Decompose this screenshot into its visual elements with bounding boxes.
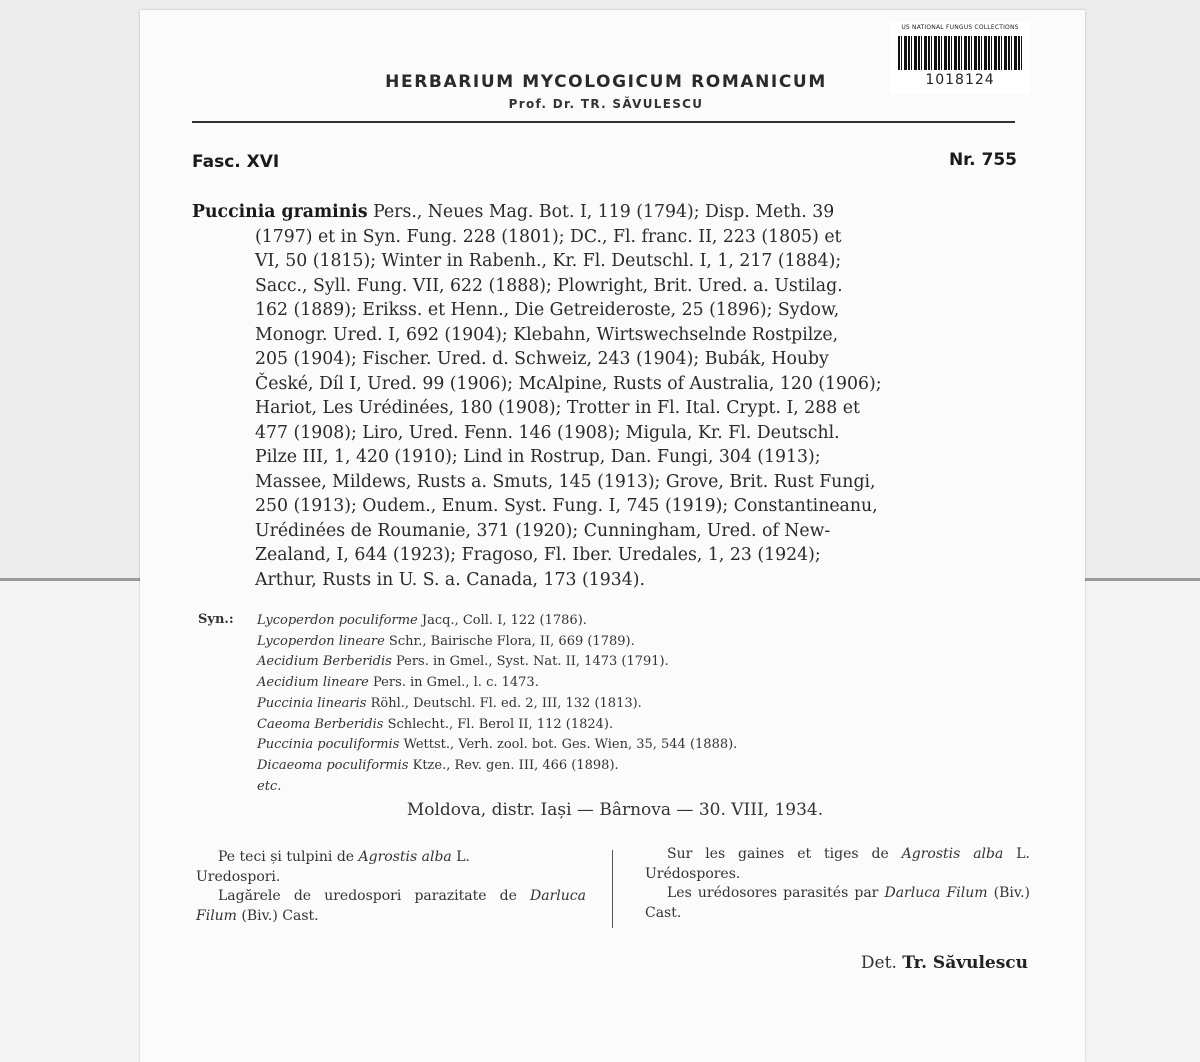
barcode-number: 1018124 bbox=[925, 72, 995, 88]
synonym-etc: etc. bbox=[257, 778, 282, 794]
species-line: Urédinées de Roumanie, 371 (1920); Cunningham, Ured. of New- bbox=[255, 520, 831, 541]
species-name: Puccinia graminis bbox=[192, 202, 368, 222]
species-line: Massee, Mildews, Rusts a. Smuts, 145 (1913); Grove, Brit. Rust Fungi, bbox=[255, 471, 876, 492]
romanian-description bbox=[196, 848, 586, 926]
determiner-name: Tr. Săvulescu bbox=[902, 953, 1028, 973]
species-citation bbox=[192, 200, 1018, 592]
species-line: Hariot, Les Urédinées, 180 (1908); Trotter in Fl. Ital. Crypt. I, 288 et bbox=[255, 398, 860, 418]
romanian-parasite: Lagărele de uredospori parazitate de Darluca Filum (Biv.) Cast. bbox=[196, 888, 586, 924]
french-description bbox=[645, 845, 1030, 923]
barcode-caption: US NATIONAL FUNGUS COLLECTIONS bbox=[901, 24, 1019, 31]
synonym-item: Puccinia poculiformis Wettst., Verh. zool. bot. Ges. Wien, 35, 544 (1888). bbox=[257, 737, 738, 753]
synonym-item: Caeoma Berberidis Schlecht., Fl. Berol II, 112 (1824). bbox=[257, 716, 614, 732]
species-line: (1797) et in Syn. Fung. 228 (1801); DC., Fl. franc. II, 223 (1805) et bbox=[255, 226, 842, 247]
french-host: Sur les gaines et tiges de Agrostis alba L. Urédospores. bbox=[645, 846, 1030, 882]
species-line: Monogr. Ured. I, 692 (1904); Klebahn, Wirtswechselnde Rostpilze, bbox=[255, 324, 839, 345]
synonyms-list bbox=[257, 611, 977, 797]
species-line: VI, 50 (1815); Winter in Rabenh., Kr. Fl. Deutschl. I, 1, 217 (1884); bbox=[255, 251, 842, 271]
herbarium-subtitle: Prof. Dr. TR. SĂVULESCU bbox=[508, 97, 704, 111]
synonym-item: Dicaeoma poculiformis Ktze., Rev. gen. III, 466 (1898). bbox=[257, 757, 619, 773]
synonym-item: Puccinia linearis Röhl., Deutschl. Fl. ed. 2, III, 132 (1813). bbox=[257, 695, 642, 711]
species-line: 250 (1913); Oudem., Enum. Syst. Fung. I, 745 (1919); Constantineanu, bbox=[255, 496, 878, 516]
species-line-0: Puccinia graminis Pers., Neues Mag. Bot. I, 119 (1794); Disp. Meth. 39 bbox=[192, 202, 835, 222]
collection-locality: Moldova, distr. Iași — Bârnova — 30. VIII, 1934. bbox=[406, 800, 824, 820]
species-line: Pilze III, 1, 420 (1910); Lind in Rostrup, Dan. Fungi, 304 (1913); bbox=[255, 447, 821, 467]
species-line: 205 (1904); Fischer. Ured. d. Schweiz, 243 (1904); Bubák, Houby bbox=[255, 349, 829, 369]
species-line: 162 (1889); Erikss. et Henn., Die Getreideroste, 25 (1896); Sydow, bbox=[255, 300, 840, 320]
barcode-bars bbox=[898, 36, 1022, 70]
determiner: Det. Tr. Săvulescu bbox=[860, 953, 1028, 973]
synonyms-label: Syn.: bbox=[198, 612, 234, 627]
fascicle-number: Fasc. XVI bbox=[192, 152, 280, 172]
synonym-item: Lycoperdon poculiforme Jacq., Coll. I, 122 (1786). bbox=[257, 613, 587, 628]
synonym-item: Lycoperdon lineare Schr., Bairische Flora, II, 669 (1789). bbox=[257, 633, 635, 649]
romanian-host: Pe teci și tulpini de Agrostis alba L. bbox=[218, 849, 470, 865]
species-line: Arthur, Rusts in U. S. a. Canada, 173 (1934). bbox=[255, 569, 645, 590]
french-parasite: Les urédosores parasités par Darluca Filum (Biv.) Cast. bbox=[645, 885, 1030, 921]
exsiccata-number: Nr. 755 bbox=[948, 150, 1017, 170]
species-line: České, Díl I, Ured. 99 (1906); McAlpine, Rusts of Australia, 120 (1906); bbox=[255, 373, 882, 394]
header-rule bbox=[192, 121, 1015, 123]
synonym-item: Aecidium Berberidis Pers. in Gmel., Syst. Nat. II, 1473 (1791). bbox=[257, 654, 669, 670]
column-divider bbox=[612, 850, 613, 928]
herbarium-title: HERBARIUM MYCOLOGICUM ROMANICUM bbox=[385, 72, 827, 92]
romanian-stage: Uredospori. bbox=[196, 868, 281, 885]
synonym-item: Aecidium lineare Pers. in Gmel., l. c. 1473. bbox=[257, 675, 539, 691]
species-line: 477 (1908); Liro, Ured. Fenn. 146 (1908); Migula, Kr. Fl. Deutschl. bbox=[255, 422, 840, 443]
species-line: Sacc., Syll. Fung. VII, 622 (1888); Plowright, Brit. Ured. a. Ustilag. bbox=[255, 275, 843, 296]
species-line: Zealand, I, 644 (1923); Fragoso, Fl. Iber. Uredales, 1, 23 (1924); bbox=[255, 545, 821, 565]
